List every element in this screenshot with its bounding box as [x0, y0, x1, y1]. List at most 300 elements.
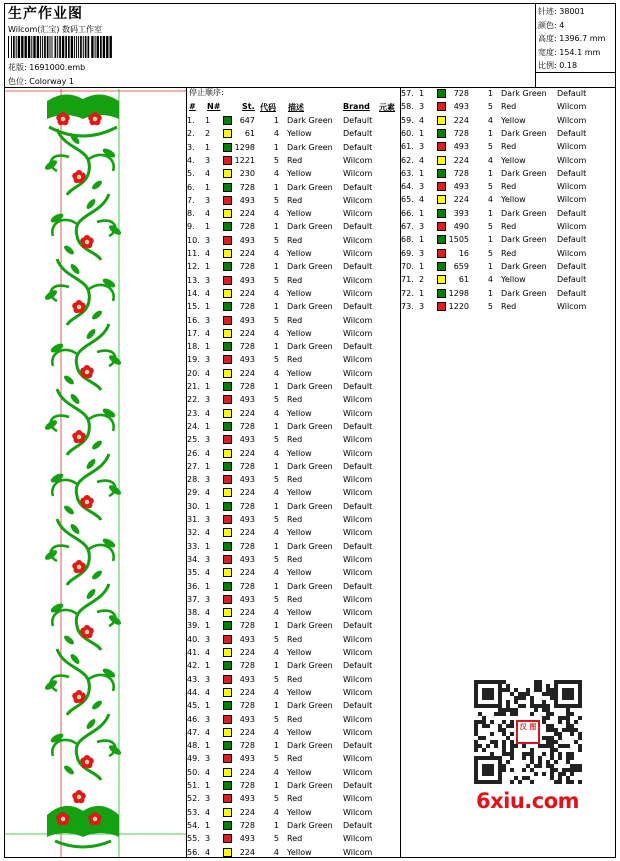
cell-desc: Dark Green: [501, 128, 547, 138]
cell-code: 1: [273, 182, 279, 192]
cell-desc: Dark Green: [501, 261, 547, 271]
cell-brand: Wilcom: [343, 169, 373, 179]
cell-code: 5: [273, 155, 279, 165]
color-swatch: [223, 409, 232, 418]
color-swatch: [223, 249, 232, 258]
cell-n: 1: [205, 781, 211, 790]
cell-st: 728: [239, 182, 255, 192]
color-swatch: [223, 449, 232, 458]
cell-i: 30.: [187, 501, 200, 511]
cell-n: 1: [419, 89, 425, 98]
cell-n: 1: [205, 621, 211, 631]
cell-brand: Wilcom: [343, 395, 373, 405]
cell-st: 16: [458, 248, 469, 258]
cell-i: 40.: [187, 634, 200, 644]
cell-brand: Wilcom: [343, 195, 373, 205]
cell-i: 17.: [187, 328, 200, 338]
cell-code: 4: [273, 368, 279, 378]
cell-n: 4: [205, 608, 211, 618]
cell-n: 3: [419, 182, 425, 192]
cell-desc: Yellow: [501, 155, 526, 165]
cell-st: 728: [239, 820, 255, 830]
cell-i: 4.: [187, 155, 195, 165]
cell-code: 5: [273, 714, 279, 724]
cell-i: 61.: [401, 142, 414, 152]
company-name: Wilcom(汇宝) 数码工作室: [8, 25, 103, 34]
cell-n: 4: [205, 648, 211, 657]
color-swatch: [223, 821, 232, 830]
cell-n: 1: [205, 820, 211, 830]
cell-desc: Yellow: [287, 249, 312, 258]
cell-st: 1221: [234, 155, 255, 165]
cell-i: 11.: [187, 249, 200, 258]
cell-n: 4: [419, 115, 425, 125]
cell-st: 224: [239, 727, 255, 737]
cell-desc: Red: [501, 102, 517, 112]
cell-brand: Wilcom: [343, 408, 373, 418]
cell-i: 69.: [401, 248, 414, 258]
cell-st: 728: [239, 302, 255, 312]
cell-n: 4: [205, 249, 211, 258]
col-header-index: #: [189, 102, 196, 111]
cell-brand: Wilcom: [343, 674, 373, 684]
cell-i: 71.: [401, 275, 414, 285]
cell-st: 1298: [448, 288, 469, 298]
cell-desc: Dark Green: [501, 288, 547, 298]
cell-brand: Wilcom: [557, 248, 587, 258]
cell-i: 29.: [187, 488, 200, 498]
cell-n: 3: [205, 714, 211, 724]
color-swatch: [223, 329, 232, 338]
color-swatch: [223, 475, 232, 484]
cell-brand: Wilcom: [343, 754, 373, 764]
cell-i: 54.: [187, 820, 200, 830]
cell-code: 4: [273, 727, 279, 737]
cell-n: 1: [205, 142, 211, 152]
cell-st: 728: [453, 89, 469, 98]
color-swatch: [223, 395, 232, 404]
cell-i: 48.: [187, 741, 200, 751]
cell-desc: Dark Green: [501, 89, 547, 98]
cell-brand: Default: [343, 461, 373, 471]
cell-code: 5: [487, 248, 493, 258]
cell-st: 728: [239, 222, 255, 232]
cell-i: 14.: [187, 288, 200, 298]
cell-i: 32.: [187, 528, 200, 538]
cell-code: 1: [273, 541, 279, 551]
cell-brand: Wilcom: [557, 182, 587, 192]
cell-brand: Default: [343, 621, 373, 631]
cell-code: 4: [273, 488, 279, 498]
cell-brand: Wilcom: [343, 328, 373, 338]
cell-n: 3: [205, 674, 211, 684]
cell-desc: Dark Green: [287, 661, 333, 671]
cell-i: 21.: [187, 382, 200, 391]
cell-st: 728: [239, 501, 255, 511]
cell-n: 1: [205, 382, 211, 391]
cell-brand: Wilcom: [557, 155, 587, 165]
cell-n: 3: [205, 155, 211, 165]
cell-i: 19.: [187, 355, 200, 365]
cell-desc: Red: [501, 301, 517, 311]
cell-brand: Default: [343, 302, 373, 312]
cell-n: 1: [205, 701, 211, 711]
cell-code: 4: [273, 528, 279, 538]
cell-i: 10.: [187, 235, 200, 245]
cell-code: 4: [487, 275, 493, 285]
cell-brand: Wilcom: [343, 794, 373, 804]
cell-desc: Dark Green: [287, 820, 333, 830]
cell-code: 5: [273, 674, 279, 684]
cell-n: 4: [205, 807, 211, 817]
divider: [400, 87, 616, 88]
cell-code: 5: [273, 275, 279, 285]
cell-i: 63.: [401, 168, 414, 178]
cell-i: 5.: [187, 169, 195, 179]
cell-n: 3: [205, 315, 211, 325]
cell-st: 728: [239, 741, 255, 751]
cell-brand: Default: [343, 701, 373, 711]
cell-n: 3: [205, 355, 211, 365]
cell-n: 1: [419, 261, 425, 271]
cell-n: 4: [205, 328, 211, 338]
cell-brand: Default: [343, 661, 373, 671]
color-swatch: [223, 236, 232, 245]
cell-brand: Default: [557, 235, 587, 245]
cell-st: 61: [244, 129, 255, 139]
cell-code: 4: [273, 608, 279, 618]
cell-n: 1: [205, 182, 211, 192]
cell-code: 5: [273, 754, 279, 764]
color-swatch: [437, 209, 446, 218]
color-swatch: [223, 834, 232, 843]
cell-n: 1: [205, 302, 211, 312]
cell-desc: Red: [287, 195, 303, 205]
cell-desc: Dark Green: [287, 541, 333, 551]
cell-i: 59.: [401, 115, 414, 125]
color-swatch: [437, 89, 446, 98]
cell-code: 1: [273, 621, 279, 631]
cell-code: 4: [273, 169, 279, 179]
cell-st: 728: [239, 262, 255, 272]
cell-desc: Dark Green: [287, 142, 333, 152]
cell-i: 20.: [187, 368, 200, 378]
cell-desc: Red: [287, 714, 303, 724]
cell-code: 4: [273, 448, 279, 458]
cell-brand: Default: [557, 261, 587, 271]
cell-brand: Wilcom: [343, 767, 373, 777]
cell-st: 493: [239, 195, 255, 205]
cell-st: 493: [239, 714, 255, 724]
cell-st: 493: [239, 315, 255, 325]
cell-desc: Yellow: [501, 195, 526, 205]
cell-i: 34.: [187, 554, 200, 564]
cell-brand: Default: [343, 116, 373, 125]
cell-desc: Red: [287, 155, 303, 165]
cell-brand: Default: [343, 342, 373, 352]
color-swatch: [223, 342, 232, 351]
color-swatch: [223, 808, 232, 817]
col-header-brand: Brand: [343, 102, 370, 111]
cell-code: 1: [273, 421, 279, 431]
cell-code: 5: [273, 435, 279, 445]
cell-desc: Red: [287, 435, 303, 445]
cell-n: 3: [205, 195, 211, 205]
cell-i: 52.: [187, 794, 200, 804]
cell-code: 5: [273, 554, 279, 564]
cell-desc: Red: [287, 794, 303, 804]
cell-code: 4: [273, 129, 279, 139]
cell-i: 13.: [187, 275, 200, 285]
cell-i: 8.: [187, 209, 195, 219]
cell-st: 728: [239, 701, 255, 711]
cell-n: 3: [419, 248, 425, 258]
cell-code: 5: [273, 794, 279, 804]
color-swatch: [223, 422, 232, 431]
cell-n: 4: [205, 288, 211, 298]
cell-n: 3: [205, 435, 211, 445]
stat-stitches: 针迹: 38001: [538, 7, 585, 16]
embroidery-design-preview: [5, 89, 186, 857]
color-swatch: [223, 169, 232, 178]
stats-panel: [538, 5, 605, 73]
cell-brand: Default: [343, 741, 373, 751]
cell-desc: Yellow: [287, 448, 312, 458]
cell-n: 4: [419, 155, 425, 165]
cell-i: 27.: [187, 461, 200, 471]
color-swatch: [437, 169, 446, 178]
cell-code: 5: [487, 301, 493, 311]
cell-st: 224: [239, 687, 255, 697]
cell-i: 16.: [187, 315, 200, 325]
cell-i: 33.: [187, 541, 200, 551]
cell-st: 224: [239, 528, 255, 538]
cell-st: 728: [239, 781, 255, 790]
cell-st: 493: [239, 275, 255, 285]
cell-code: 5: [273, 475, 279, 485]
cell-brand: Default: [343, 581, 373, 591]
cell-st: 493: [239, 435, 255, 445]
cell-st: 728: [239, 421, 255, 431]
cell-st: 224: [239, 288, 255, 298]
cell-i: 57.: [401, 89, 414, 98]
cell-code: 4: [273, 648, 279, 657]
cell-brand: Wilcom: [343, 515, 373, 524]
color-swatch: [437, 222, 446, 231]
cell-brand: Default: [343, 262, 373, 272]
cell-i: 65.: [401, 195, 414, 205]
cell-st: 728: [239, 541, 255, 551]
cell-n: 3: [205, 515, 211, 524]
cell-brand: Wilcom: [343, 634, 373, 644]
cell-desc: Dark Green: [501, 235, 547, 245]
cell-n: 3: [205, 275, 211, 285]
cell-code: 4: [487, 155, 493, 165]
cell-n: 1: [205, 222, 211, 232]
cell-st: 493: [239, 235, 255, 245]
cell-desc: Yellow: [501, 275, 526, 285]
cell-desc: Red: [287, 395, 303, 405]
cell-desc: Red: [287, 674, 303, 684]
stat-scale: 比例: 0.18: [538, 61, 578, 70]
cell-i: 36.: [187, 581, 200, 591]
cell-st: 224: [239, 368, 255, 378]
cell-st: 493: [453, 142, 469, 152]
cell-i: 67.: [401, 222, 414, 231]
cell-code: 5: [273, 355, 279, 365]
cell-n: 1: [205, 501, 211, 511]
cell-brand: Wilcom: [343, 209, 373, 219]
cell-st: 647: [239, 116, 255, 125]
cell-st: 728: [239, 382, 255, 391]
color-swatch: [223, 276, 232, 285]
color-swatch: [223, 515, 232, 524]
cell-desc: Red: [501, 142, 517, 152]
cell-i: 50.: [187, 767, 200, 777]
file-name: 1691000.emb: [29, 63, 86, 72]
cell-code: 1: [273, 581, 279, 591]
cell-i: 60.: [401, 128, 414, 138]
cell-brand: Wilcom: [557, 222, 587, 231]
cell-code: 1: [273, 382, 279, 391]
color-swatch: [437, 182, 446, 191]
cell-desc: Dark Green: [287, 342, 333, 352]
cell-brand: Default: [343, 129, 373, 139]
cell-desc: Yellow: [287, 727, 312, 737]
cell-brand: Default: [557, 168, 587, 178]
cell-brand: Wilcom: [343, 834, 373, 844]
cell-code: 1: [273, 222, 279, 232]
cell-n: 3: [205, 754, 211, 764]
cell-i: 43.: [187, 674, 200, 684]
barcode: [8, 36, 112, 58]
cell-n: 3: [205, 554, 211, 564]
colorway-value: Colorway 1: [29, 77, 74, 86]
cell-brand: Wilcom: [557, 115, 587, 125]
cell-desc: Red: [287, 355, 303, 365]
cell-code: 1: [273, 781, 279, 790]
cell-desc: Dark Green: [287, 621, 333, 631]
cell-i: 56.: [187, 847, 200, 857]
stat-width: 宽度: 154.1 mm: [538, 47, 601, 57]
cell-n: 3: [419, 222, 425, 231]
color-swatch: [223, 116, 232, 125]
cell-desc: Dark Green: [501, 168, 547, 178]
cell-n: 1: [205, 741, 211, 751]
cell-i: 18.: [187, 342, 200, 352]
cell-brand: Default: [557, 89, 587, 98]
cell-i: 7.: [187, 195, 195, 205]
cell-code: 1: [487, 235, 493, 245]
cell-i: 2.: [187, 129, 195, 139]
col-header-code: 代码: [260, 103, 276, 112]
cell-brand: Default: [557, 128, 587, 138]
cell-brand: Wilcom: [343, 847, 373, 857]
cell-st: 493: [239, 834, 255, 844]
cell-desc: Red: [287, 515, 303, 524]
col-header-element: 元素: [379, 103, 395, 112]
cell-desc: Yellow: [287, 847, 312, 857]
cell-st: 1298: [234, 142, 255, 152]
cell-st: 61: [458, 275, 469, 285]
cell-st: 230: [239, 169, 255, 179]
cell-n: 1: [205, 661, 211, 671]
cell-brand: Wilcom: [343, 727, 373, 737]
color-swatch: [437, 262, 446, 271]
cell-n: 4: [205, 408, 211, 418]
cell-i: 24.: [187, 421, 200, 431]
cell-desc: Yellow: [287, 687, 312, 697]
cell-brand: Wilcom: [343, 568, 373, 578]
cell-brand: Wilcom: [343, 648, 373, 657]
cell-desc: Yellow: [287, 568, 312, 578]
cell-n: 1: [205, 342, 211, 352]
cell-brand: Default: [343, 781, 373, 790]
cell-code: 4: [273, 249, 279, 258]
cell-brand: Wilcom: [343, 687, 373, 697]
cell-desc: Yellow: [287, 408, 312, 418]
cell-desc: Red: [501, 248, 517, 258]
cell-st: 224: [239, 328, 255, 338]
cell-n: 1: [205, 581, 211, 591]
cell-n: 3: [205, 834, 211, 844]
color-swatch: [437, 302, 446, 311]
cell-desc: Dark Green: [287, 701, 333, 711]
cell-n: 3: [205, 235, 211, 245]
cell-brand: Default: [557, 208, 587, 218]
cell-brand: Wilcom: [557, 142, 587, 152]
cell-st: 493: [239, 634, 255, 644]
cell-brand: Default: [343, 382, 373, 391]
cell-code: 1: [487, 208, 493, 218]
cell-brand: Wilcom: [343, 714, 373, 724]
color-swatch: [223, 502, 232, 511]
cell-brand: Default: [343, 421, 373, 431]
color-swatch: [437, 235, 446, 244]
cell-st: 493: [239, 554, 255, 564]
cell-st: 493: [239, 355, 255, 365]
cell-brand: Default: [343, 501, 373, 511]
stat-colors: 颜色: 4: [538, 20, 565, 30]
cell-i: 47.: [187, 727, 200, 737]
cell-n: 1: [419, 128, 425, 138]
cell-desc: Dark Green: [287, 182, 333, 192]
cell-desc: Yellow: [501, 115, 526, 125]
cell-i: 55.: [187, 834, 200, 844]
cell-code: 4: [273, 288, 279, 298]
cell-st: 490: [453, 222, 469, 231]
cell-desc: Red: [287, 634, 303, 644]
cell-code: 4: [487, 115, 493, 125]
color-swatch: [223, 542, 232, 551]
cell-brand: Wilcom: [343, 235, 373, 245]
cell-i: 22.: [187, 395, 200, 405]
col-header-description: 描述: [288, 103, 304, 112]
cell-desc: Dark Green: [287, 116, 333, 125]
cell-st: 224: [239, 408, 255, 418]
cell-n: 4: [205, 568, 211, 578]
cell-n: 3: [205, 475, 211, 485]
color-swatch: [223, 435, 232, 444]
cell-st: 224: [239, 488, 255, 498]
cell-st: 224: [239, 249, 255, 258]
cell-code: 5: [273, 235, 279, 245]
cell-code: 1: [487, 128, 493, 138]
cell-code: 5: [273, 634, 279, 644]
color-swatch: [223, 754, 232, 763]
color-swatch: [223, 528, 232, 537]
cell-i: 25.: [187, 435, 200, 445]
